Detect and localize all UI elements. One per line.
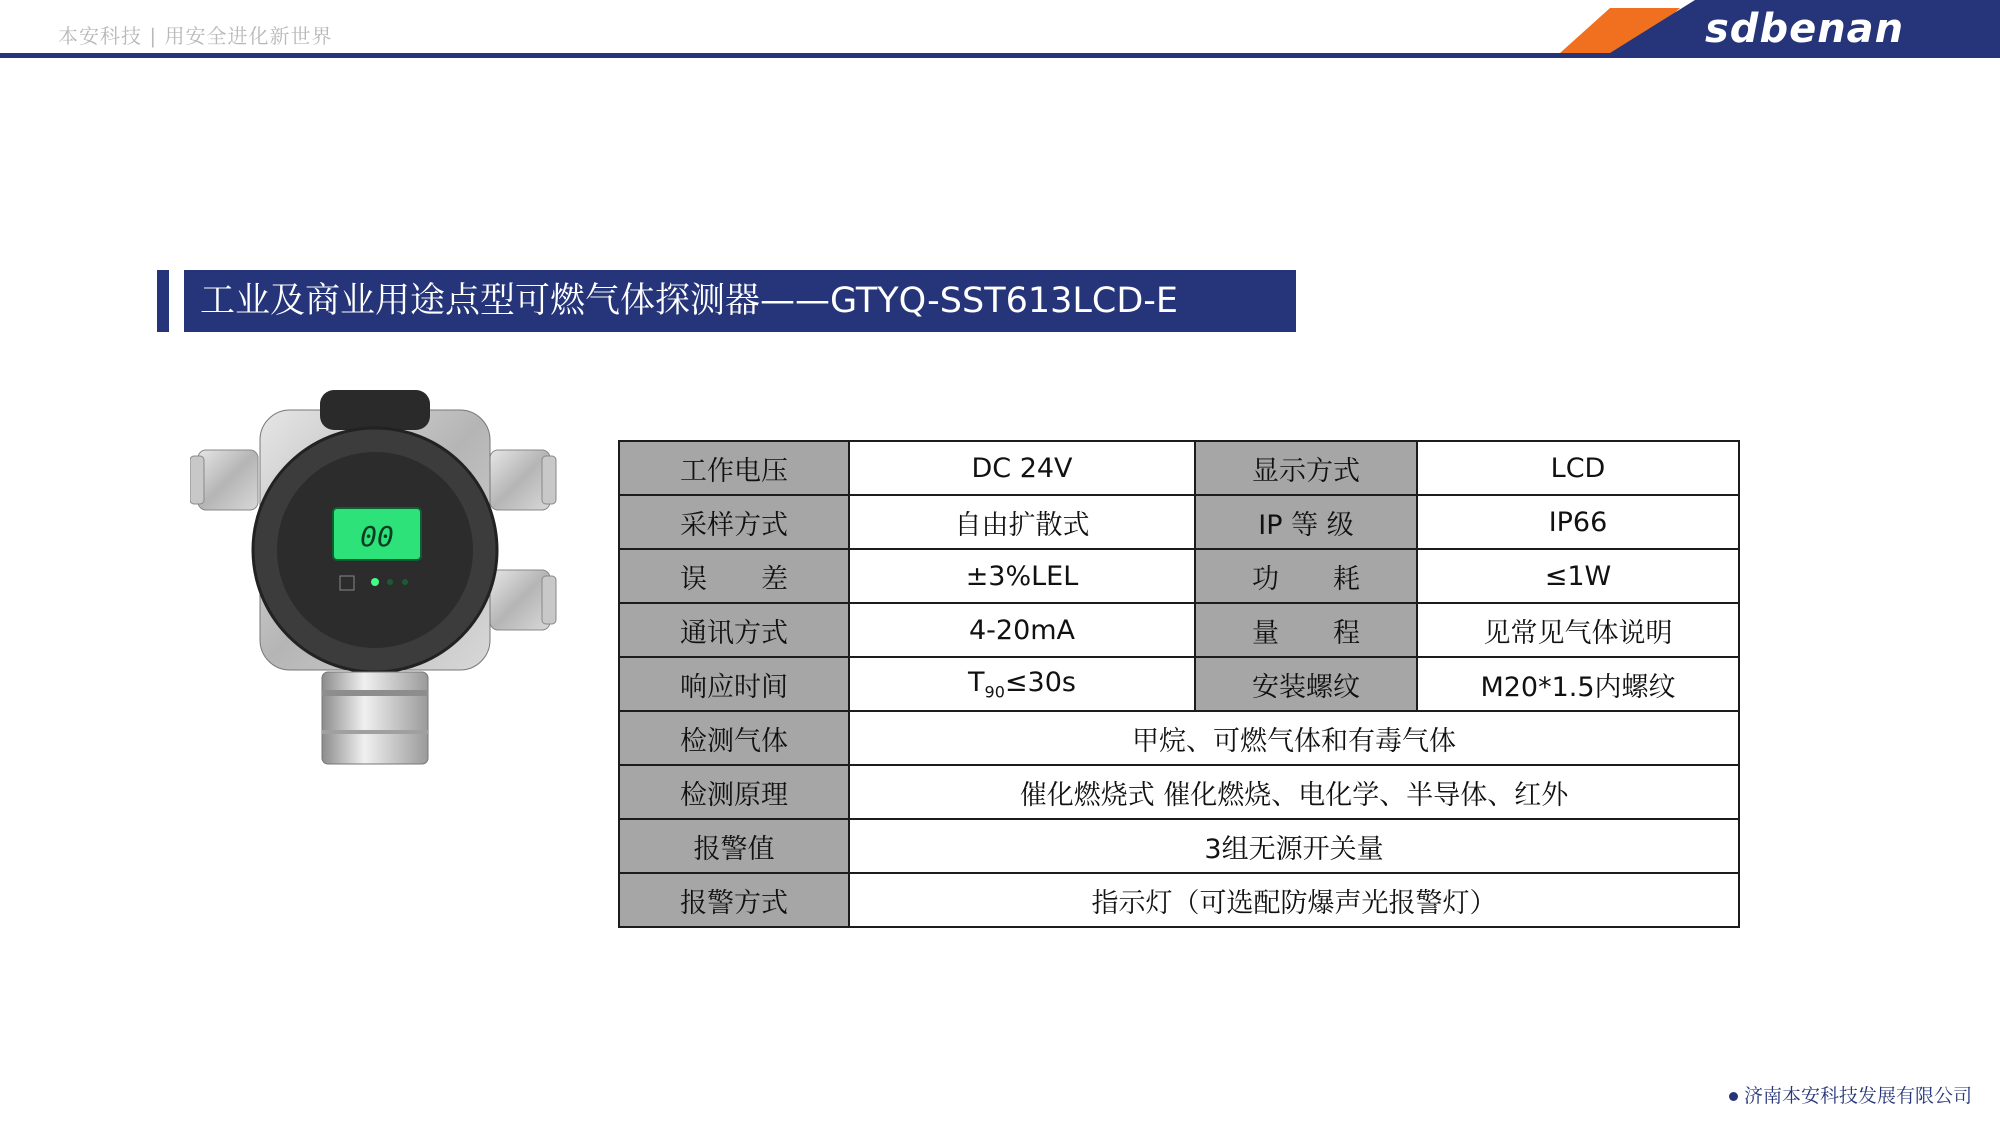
spec-value: ≤1W <box>1417 549 1739 603</box>
spec-label: 工作电压 <box>619 441 849 495</box>
spec-table <box>618 440 1740 928</box>
table-row <box>619 765 1739 819</box>
footer-company-name: 济南本安科技发展有限公司 <box>1743 1085 1972 1107</box>
table-row <box>619 603 1739 657</box>
table-row <box>619 657 1739 711</box>
spec-label: 误 差 <box>619 549 849 603</box>
spec-value: 4-20mA <box>849 603 1195 657</box>
spec-value: 指示灯（可选配防爆声光报警灯） <box>849 873 1739 927</box>
spec-value: 见常见气体说明 <box>1417 603 1739 657</box>
spec-label: 通讯方式 <box>619 603 849 657</box>
spec-value: 自由扩散式 <box>849 495 1195 549</box>
spec-label: 量 程 <box>1195 603 1417 657</box>
spec-label: 采样方式 <box>619 495 849 549</box>
brand-logo-text: sdbenan <box>1705 6 1905 52</box>
spec-value: LCD <box>1417 441 1739 495</box>
bullet-dot-icon <box>1729 1092 1738 1101</box>
spec-value: M20*1.5内螺纹 <box>1417 657 1739 711</box>
table-row <box>619 441 1739 495</box>
spec-label: 检测气体 <box>619 711 849 765</box>
spec-value: 催化燃烧式 催化燃烧、电化学、半导体、红外 <box>849 765 1739 819</box>
spec-label: 报警值 <box>619 819 849 873</box>
spec-label: 显示方式 <box>1195 441 1417 495</box>
table-row <box>619 711 1739 765</box>
spec-value: 3组无源开关量 <box>849 819 1739 873</box>
spec-label: 安装螺纹 <box>1195 657 1417 711</box>
header-tagline: 本安科技 | 用安全进化新世界 <box>58 24 333 48</box>
response-time-symbol: T <box>968 666 985 698</box>
spec-value: DC 24V <box>849 441 1195 495</box>
gas-detector-device-image <box>190 390 560 770</box>
spec-value: IP66 <box>1417 495 1739 549</box>
table-row <box>619 549 1739 603</box>
title-accent-bar <box>157 270 169 332</box>
response-time-value: ≤30s <box>1004 666 1076 698</box>
spec-value <box>849 657 1195 711</box>
table-row <box>619 873 1739 927</box>
table-row <box>619 495 1739 549</box>
spec-label: 报警方式 <box>619 873 849 927</box>
header-divider <box>0 53 2000 58</box>
spec-label: IP 等 级 <box>1195 495 1417 549</box>
footer-company <box>1729 1081 1972 1108</box>
table-row <box>619 819 1739 873</box>
spec-value: ±3%LEL <box>849 549 1195 603</box>
response-time-subscript: 90 <box>984 682 1005 702</box>
lcd-reading: 00 <box>360 520 394 553</box>
spec-label: 检测原理 <box>619 765 849 819</box>
spec-label: 功 耗 <box>1195 549 1417 603</box>
page-title: 工业及商业用途点型可燃气体探测器——GTYQ-SST613LCD-E <box>184 270 1296 332</box>
spec-label: 响应时间 <box>619 657 849 711</box>
spec-value: 甲烷、可燃气体和有毒气体 <box>849 711 1739 765</box>
